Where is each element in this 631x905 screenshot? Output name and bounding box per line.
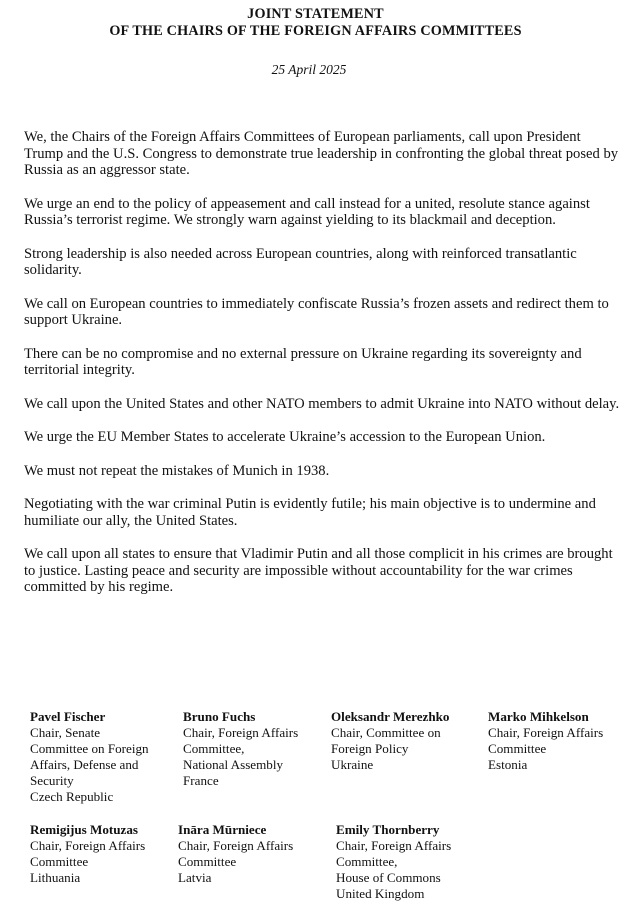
signatory-role-line: Security xyxy=(30,773,74,789)
paragraph: We urge the EU Member States to accelerate Ukraine’s accession to the European Union. xyxy=(24,429,546,445)
signatory-role-line: Chair, Senate xyxy=(30,725,101,741)
paragraph: There can be no compromise and no external pressure on Ukraine regarding its sovereignty and territorial integrity. xyxy=(24,345,582,378)
statement-title: JOINT STATEMENT xyxy=(247,6,384,22)
signatory-block xyxy=(336,822,451,902)
signatory-country: France xyxy=(183,773,219,789)
paragraph: We, the Chairs of the Foreign Affairs Committees of European parliaments, call upon President Trump and the U.S. Congress to demonstrate true leadership in confronting the global threat posed by Russia as an aggressor state. xyxy=(24,129,619,178)
signatory-name: Marko Mihkelson xyxy=(488,709,589,724)
signatory-role-line: Committee, xyxy=(336,854,398,870)
signatory-block xyxy=(331,709,449,773)
paragraph: We must not repeat the mistakes of Munich in 1938. xyxy=(24,462,330,479)
signatory-role-line: Chair, Foreign Affairs xyxy=(488,725,604,741)
signatory-name: Remigijus Motuzas xyxy=(30,822,139,837)
signatory-name: Oleksandr Merezhko xyxy=(331,709,450,724)
signatory-name: Emily Thornberry xyxy=(336,822,440,837)
signatory-block xyxy=(488,709,603,773)
signatory-block xyxy=(178,822,293,886)
signatory-country: Latvia xyxy=(178,870,212,886)
paragraph: We call upon the United States and other NATO members to admit Ukraine into NATO without delay. xyxy=(24,395,620,412)
signatory-country: Ukraine xyxy=(331,757,374,773)
paragraph: Strong leadership is also needed across European countries, along with reinforced transatlantic solidarity. xyxy=(24,245,577,278)
signatory-block xyxy=(183,709,298,789)
signatory-name: Bruno Fuchs xyxy=(183,709,256,724)
paragraph: Negotiating with the war criminal Putin is evidently futile; his main objective is to undermine and humiliate our ally, the United States. xyxy=(24,496,596,529)
signatory-role-line: Affairs, Defense and xyxy=(30,757,139,773)
paragraph: We call upon all states to ensure that Vladimir Putin and all those complicit in his crimes are brought to justice. Lasting peace and security are impossible without accountability for the war crimes committed by his regime. xyxy=(24,546,613,595)
signatory-country: United Kingdom xyxy=(336,886,425,902)
signatory-name: Pavel Fischer xyxy=(30,709,106,724)
statement-subtitle: OF THE CHAIRS OF THE FOREIGN AFFAIRS COMMITTEES xyxy=(109,23,522,39)
signatory-role-line: Chair, Foreign Affairs xyxy=(183,725,299,741)
signatory-role-line: Committee xyxy=(30,854,89,870)
signatory-block xyxy=(30,709,149,806)
signatory-name: Ināra Mūrniece xyxy=(178,822,267,837)
signatory-country: Czech Republic xyxy=(30,789,114,805)
signatory-country: Lithuania xyxy=(30,870,81,886)
signatory-role-line: Committee xyxy=(488,741,547,757)
signatory-role-line: Committee xyxy=(178,854,237,870)
signatory-role-line: Committee on Foreign xyxy=(30,741,149,757)
signatory-role-line: House of Commons xyxy=(336,870,441,886)
statement-body xyxy=(24,129,622,613)
signatory-role-line: Committee, xyxy=(183,741,245,757)
signatory-role-line: Chair, Committee on xyxy=(331,725,441,741)
paragraph: We urge an end to the policy of appeasement and call instead for a united, resolute stance against Russia’s terrorist regime. We strongly warn against yielding to its blackmail and deception. xyxy=(24,195,590,228)
signatory-role-line: Chair, Foreign Affairs xyxy=(178,838,294,854)
signatory-role-line: Foreign Policy xyxy=(331,741,409,757)
statement-date: 25 April 2025 xyxy=(271,62,347,77)
signatory-block xyxy=(30,822,145,886)
signatory-role-line: National Assembly xyxy=(183,757,284,773)
signatory-role-line: Chair, Foreign Affairs xyxy=(336,838,452,854)
paragraph: We call on European countries to immediately confiscate Russia’s frozen assets and redirect them to support Ukraine. xyxy=(24,295,609,328)
signatory-role-line: Chair, Foreign Affairs xyxy=(30,838,146,854)
signatory-country: Estonia xyxy=(488,757,528,773)
